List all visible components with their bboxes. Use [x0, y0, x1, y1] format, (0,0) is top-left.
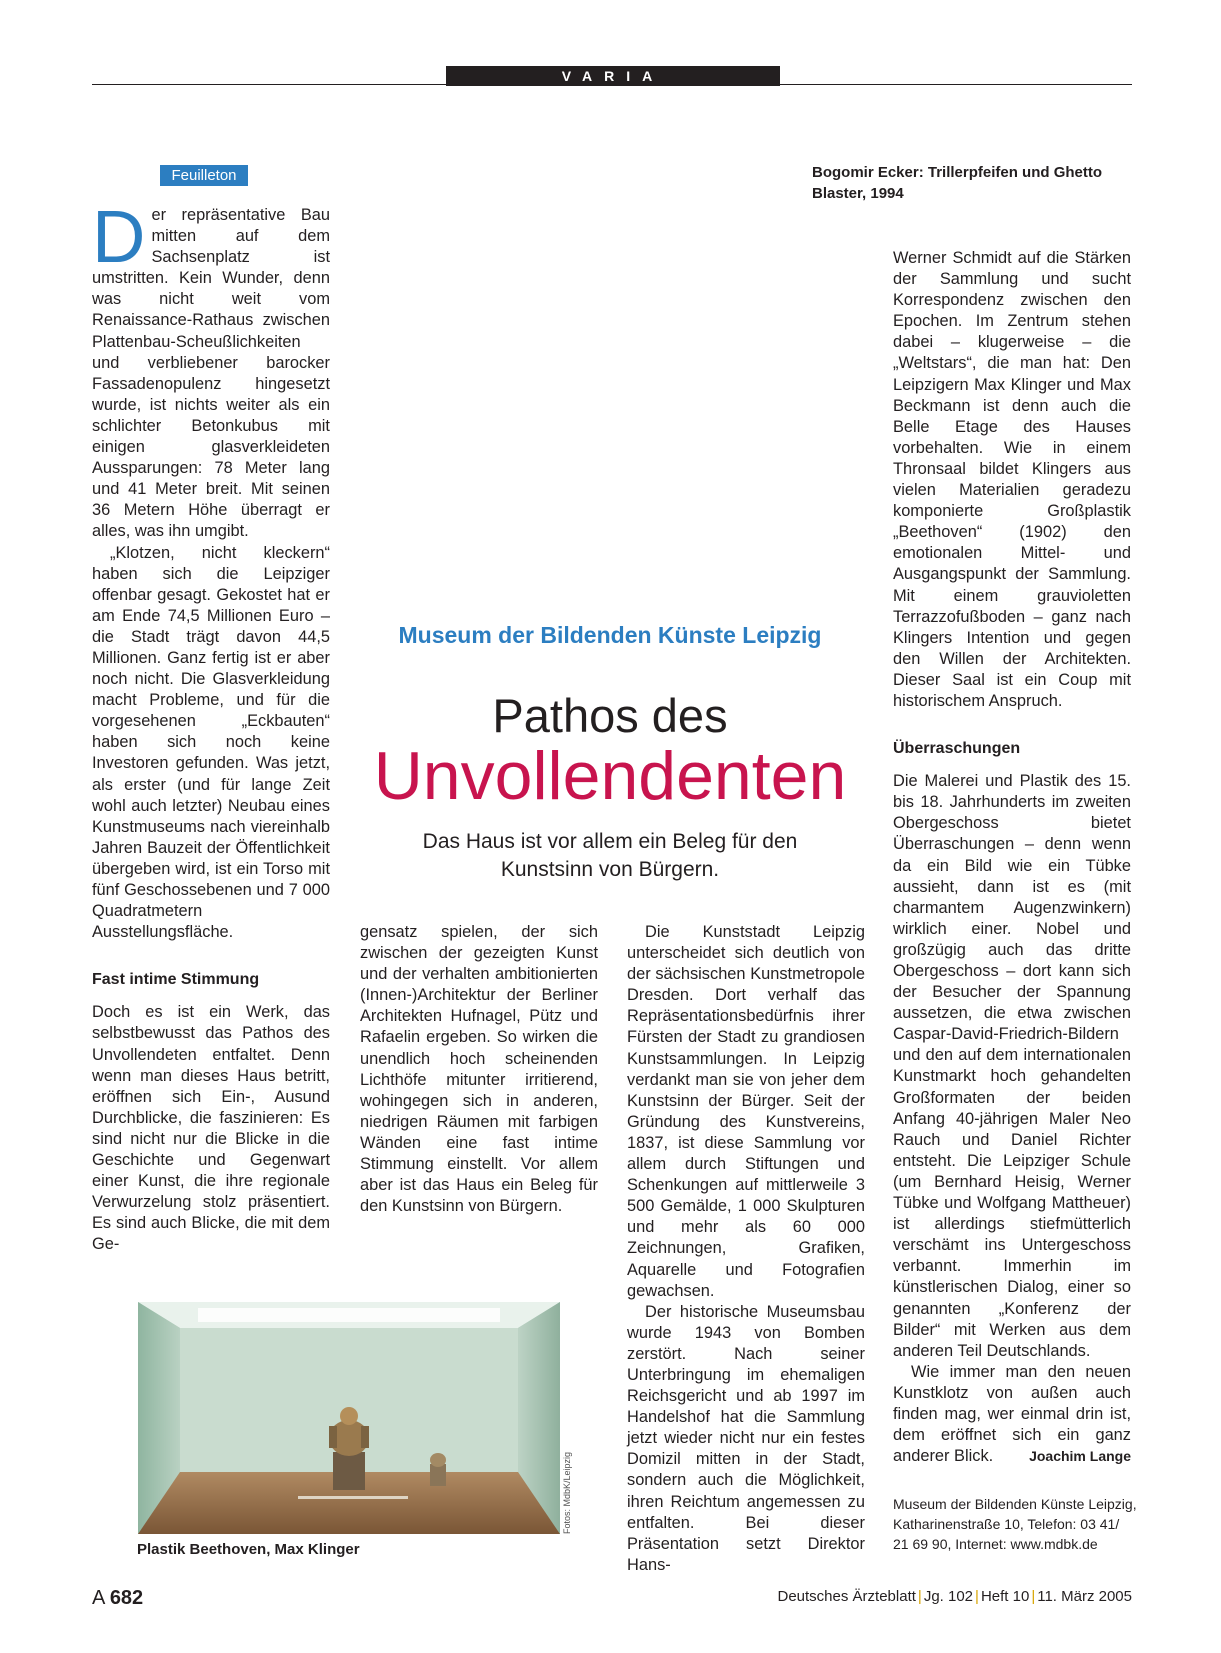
paragraph: Die Kunststadt Leipzig unterscheidet sich deutlich von der sächsischen Kunstmetropole Dresden. Dort verhalf das Repräsentationsbedürfnis ihrer Fürsten der Stadt zu grandiosen Kunstsammlungen. In Leipzig verdankt man sie von jeher dem Kunstsinn der Bürger. Seit der Gründung des Kunstvereins, 1837, ist diese Sammlung vor allem durch Stiftungen und Schenkungen auf mittlerweile 3 500 Gemälde, 1 000 Skulpturen und mehr als 60 000 Zeichnungen, Grafiken, Aquarelle und Fotografien gewachsen.: [627, 923, 865, 1300]
column-1: [92, 195, 330, 1256]
article-kicker: Museum der Bildenden Künste Leipzig: [398, 622, 822, 648]
journal-date: 11. März 2005: [1037, 1588, 1132, 1605]
page-number-value: 682: [109, 1587, 144, 1609]
gallery-room-image: [138, 1302, 560, 1534]
paragraph: „Klotzen, nicht kleckern“ haben sich die Leipziger offenbar gesagt. Gekostet hat er am Ende 74,5 Millionen Euro – die Stadt trägt davon 44,5 Millionen. Ganz fertig ist er aber noch nicht. Die Glasverkleidung macht Probleme, und für die vorgesehenen „Eckbauten“ haben sich noch keine Investoren gefunden. Was jetzt, als erster (und für lange Zeit wohl auch letzter) Neubau eines Kunstmuseums nach viereinhalb Jahren Bauzeit der Öffentlichkeit übergeben wird, ist ein Torso mit fünf Geschossebenen und 7 000 Quadratmetern Ausstellungsfläche.: [92, 543, 330, 942]
paragraph-text: Wie immer man den neuen Kunstklotz von außen auch finden mag, wer einmal drin ist, dem eröffnet sich ein ganz anderer Blick.: [893, 1362, 1131, 1466]
museum-info: Museum der Bildenden Künste Leipzig, Katharinenstraße 10, Telefon: 03 41/ 21 69 90, Internet: www.mdbk.de: [893, 1496, 1137, 1552]
subheading: Fast intime Stimmung: [92, 971, 260, 989]
paragraph: er repräsentative Bau mitten auf dem Sachsenplatz ist umstritten. Kein Wunder, denn was nicht weit vom Renaissance-Rathaus zwischen Plattenbau-Scheußlichkeiten und verbliebener barocker Fassadenopulenz hingesetzt wurde, ist nichts weiter als ein schlichter Betonkubus mit einigen glasverkleideten Aussparungen: 78 Meter lang und 41 Meter breit. Mit seinen 36 Metern Höhe überragt er alles, was ihn umgibt.: [92, 206, 330, 541]
footer-separator: |: [1031, 1588, 1036, 1605]
photo-credit: Fotos: MdbK/Leipzig: [562, 1451, 572, 1534]
subheading: Überraschungen: [893, 740, 1021, 758]
page-prefix: A: [92, 1587, 105, 1609]
journal-volume: Jg. 102: [923, 1588, 974, 1605]
paragraph: Doch es ist ein Werk, das selbstbewusst das Pathos des Unvollendeten entfaltet. Denn wenn man dieses Haus betritt, eröffnen sich Ein-, Ausund Durchblicke, die faszinieren: Es sind nicht nur die Blicke in die Geschichte und Gegenwart einer Kunst, die ihre regionale Verwurzelung stolz präsentiert. Es sind auch Blicke, die mit dem Ge-: [92, 1003, 330, 1254]
paragraph: [893, 1362, 1131, 1467]
article-subtitle: Das Haus ist vor allem ein Beleg für den Kunstsinn von Bürgern.: [422, 830, 798, 881]
gallery-photo: [138, 1302, 560, 1534]
journal-name: Deutsches Ärzteblatt: [777, 1588, 916, 1605]
paragraph: gensatz spielen, der sich zwischen der gezeigten Kunst und der verhalten ambitionierten (Innen-)Architektur der Berliner Architekten Hufnagel, Pütz und Rafaelin ergeben. So wirken die unendlich hoch scheinenden Lichthöfe mitunter irritierend, wohingegen sich in anderen, niedrigen Räumen mit farbigen Wänden eine fast intime Stimmung einstellt. Vor allem aber ist das Haus ein Beleg für den Kunstsinn von Bürgern.: [360, 923, 598, 1216]
title-line-1: Pathos des: [492, 689, 728, 742]
journal-footer: [740, 1588, 1132, 1605]
footer-separator: |: [917, 1588, 922, 1605]
paragraph: Der historische Museumsbau wurde 1943 von Bomben zerstört. Nach seiner Unterbringung im ehemaligen Reichsgericht und ab 1997 im Handelshof hat die Sammlung jetzt wieder nicht nur ein festes Domizil mitten in der Stadt, sondern auch die Möglichkeit, ihren Reichtum angemessen zu entfalten. Bei dieser Präsentation setzt Direktor Hans-: [627, 1302, 865, 1574]
paragraph: Werner Schmidt auf die Stärken der Sammlung und sucht Korrespondenz zwischen den Epochen. Im Zentrum stehen dabei – klugerweise – die „Weltstars“, die man hat: Den Leipzigern Max Klinger und Max Beckmann ist denn auch die Belle Etage des Hauses vorbehalten. Wie in einem Thronsaal bildet Klingers aus vielen Materialien geradezu komponierte Großplastik „Beethoven“ (1902) den emotionalen Mittel- und Ausgangspunkt der Sammlung. Mit einem grauvioletten Terrazzofußboden – ganz nach Klingers Intention und gegen den Willen der Architekten. Dieser Saal ist ein Coup mit historischem Anspruch.: [893, 249, 1131, 710]
page-number: [92, 1587, 143, 1610]
photo-caption: Plastik Beethoven, Max Klinger: [137, 1541, 360, 1558]
drop-cap: D: [92, 195, 146, 278]
top-image-caption: Bogomir Ecker: Trillerpfeifen und Ghetto Blaster, 1994: [812, 164, 1103, 202]
column-4: [893, 248, 1131, 1467]
title-line-2: Unvollendenten: [373, 738, 847, 814]
section-header: VARIA: [446, 66, 780, 86]
journal-issue: Heft 10: [980, 1588, 1030, 1605]
column-3: [627, 922, 865, 1576]
author-name: Joachim Lange: [1029, 1448, 1131, 1465]
column-2: [360, 922, 598, 1217]
footer-separator: |: [975, 1588, 979, 1605]
paragraph: Die Malerei und Plastik des 15. bis 18. Jahrhunderts im zweiten Obergeschoss bietet Überraschungen – denn wenn da ein Bild wie ein Tübke aussieht, dann ist es (mit charmantem Augenzwinkern) wirklich einer. Nobel und großzügig auch das dritte Obergeschoss – dort kann sich der Besucher der Spannung aussetzen, die etwa zwischen Caspar-David-Friedrich-Bildern und den auf dem internationalen Kunstmarkt hoch gehandelten Großformaten der beiden Anfang 40-jährigen Maler Neo Rauch und Daniel Richter entsteht. Die Leipziger Schule (um Bernhard Heisig, Werner Tübke und Wolfgang Mattheuer) ist allerdings stiefmütterlich verschämt ins Untergeschoss verbannt. Immerhin im künstlerischen Dialog, einer so genannten „Konferenz der Bilder“ mit Werken aus dem anderen Teil Deutschlands.: [893, 772, 1131, 1360]
rubric-badge: Feuilleton: [160, 165, 248, 186]
